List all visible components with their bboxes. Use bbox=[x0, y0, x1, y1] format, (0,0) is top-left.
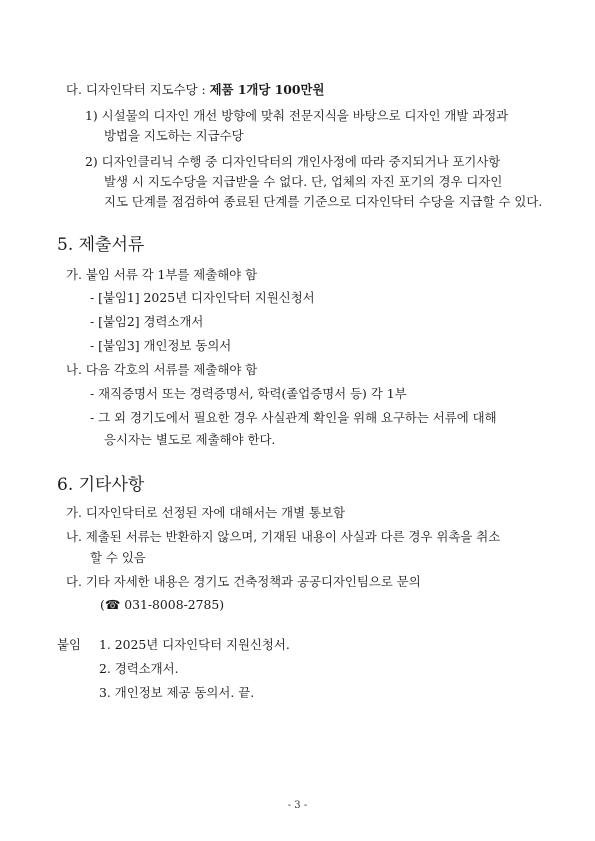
allowance-item-2-cont1: 발생 시 지도수당을 지급받을 수 없다. 단, 업체의 자진 포기의 경우 디자인 bbox=[104, 174, 503, 189]
misc-item-ga: 가. 디자인닥터로 선정된 자에 대해서는 개별 통보함 bbox=[66, 505, 345, 520]
allowance-value: 제품 1개당 100만원 bbox=[209, 82, 325, 97]
misc-item-da: 다. 기타 자세한 내용은 경기도 건축정책과 공공디자인팀으로 문의 bbox=[66, 574, 421, 589]
page-number: - 3 - bbox=[287, 800, 308, 811]
attachment-list-item-3: - [붙임3] 개인정보 동의서 bbox=[90, 338, 232, 353]
required-doc-item-2: - 그 외 경기도에서 필요한 경우 사실관계 확인을 위해 요구하는 서류에 대해 bbox=[90, 410, 497, 425]
allowance-item-2: 2) 디자인클리닉 수행 중 디자인닥터의 개인사정에 따라 중지되거나 포기사항 bbox=[85, 154, 501, 169]
required-doc-item-1: - 재직증명서 또는 경력증명서, 학력(졸업증명서 등) 각 1부 bbox=[90, 386, 407, 401]
attachment-list-item-1: - [붙임1] 2025년 디자인닥터 지원신청서 bbox=[90, 290, 315, 305]
attachment-item-2: 2. 경력소개서. bbox=[99, 661, 179, 676]
contact-phone: (☎ 031-8008-2785) bbox=[100, 597, 225, 612]
allowance-item-2-cont2: 지도 단계를 점검하여 종료된 단계를 기준으로 디자인닥터 수당을 지급할 수 있다. bbox=[104, 194, 543, 209]
allowance-item-1: 1) 시설물의 디자인 개선 방향에 맞춰 전문지식을 바탕으로 디자인 개발 과정과 bbox=[85, 108, 509, 123]
attachment-item-3: 3. 개인정보 제공 동의서. 끝. bbox=[99, 685, 255, 700]
allowance-line bbox=[66, 82, 325, 98]
attachment-label: 붙임 bbox=[57, 637, 81, 652]
misc-item-na-cont: 할 수 있음 bbox=[90, 550, 146, 565]
allowance-label: 다. 디자인닥터 지도수당 : bbox=[66, 82, 210, 97]
allowance-item-1-cont: 방법을 지도하는 지급수당 bbox=[104, 128, 244, 143]
section5-heading: 5. 제출서류 bbox=[57, 235, 145, 255]
misc-item-na: 나. 제출된 서류는 반환하지 않으며, 기재된 내용이 사실과 다른 경우 위촉을 취소 bbox=[66, 529, 501, 544]
section5-ga: 가. 붙임 서류 각 1부를 제출해야 함 bbox=[66, 267, 258, 282]
attachment-list-item-2: - [붙임2] 경력소개서 bbox=[90, 314, 204, 329]
required-doc-item-2-cont: 응시자는 별도로 제출해야 한다. bbox=[104, 432, 276, 447]
section5-na: 나. 다음 각호의 서류를 제출해야 함 bbox=[66, 362, 258, 377]
attachment-item-1: 1. 2025년 디자인닥터 지원신청서. bbox=[99, 637, 290, 652]
section6-heading: 6. 기타사항 bbox=[57, 475, 145, 495]
